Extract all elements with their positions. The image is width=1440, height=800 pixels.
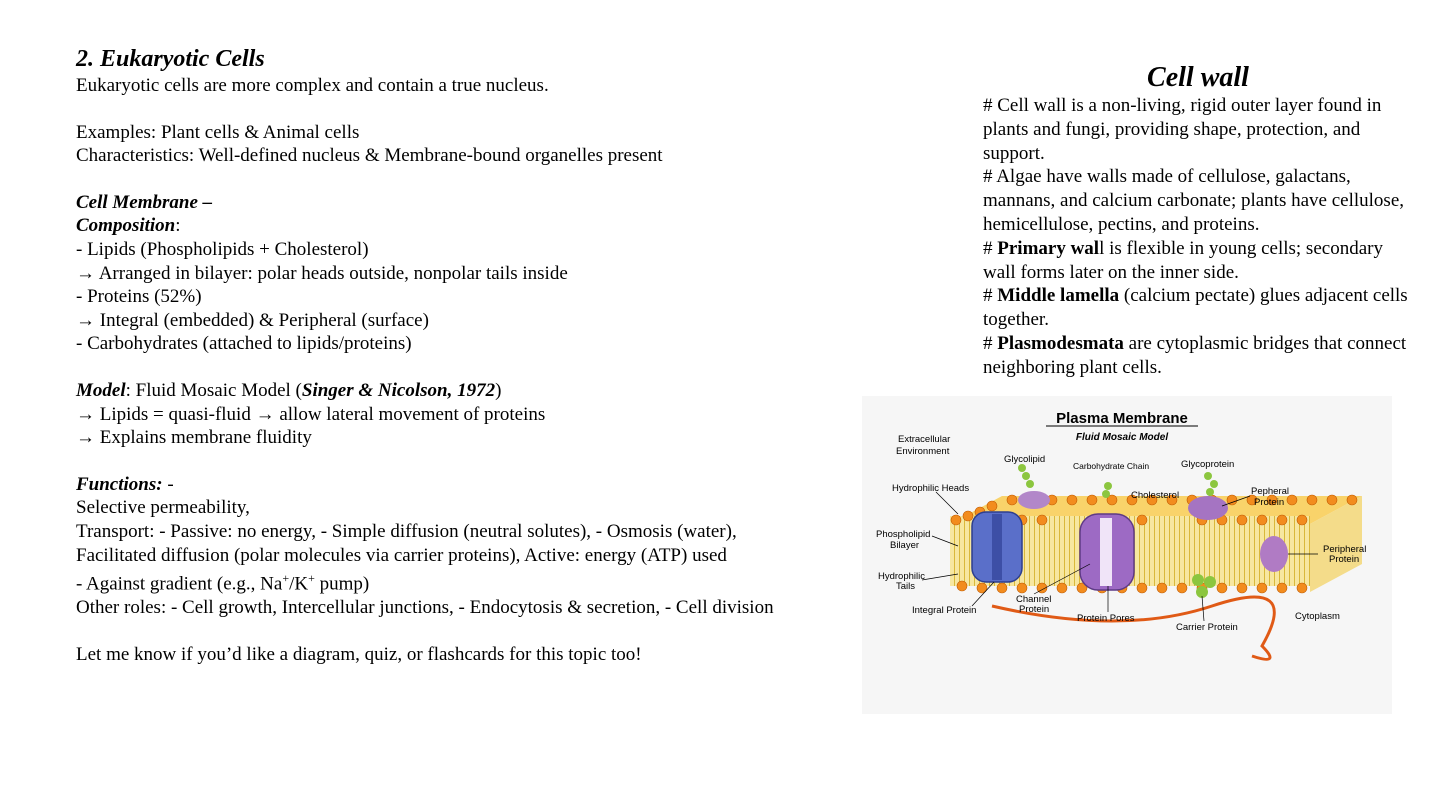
model-text: : Fluid Mosaic Model ( xyxy=(125,379,302,401)
closing-text: Let me know if you’d like a diagram, quiz, or flashcards for this topic too! xyxy=(76,643,642,665)
functions-heading xyxy=(76,473,876,497)
primary-wall-term: Primary wal xyxy=(997,237,1100,259)
label-protein-pores: Protein Pores xyxy=(1077,613,1135,624)
functions-dash: - xyxy=(162,473,174,495)
plasmodesmata-term: Plasmodesmata xyxy=(997,332,1124,354)
label-glycolipid: Glycolipid xyxy=(1004,454,1046,465)
composition-item: - Carbohydrates (attached to lipids/proteins) xyxy=(76,333,412,355)
function-item: Transport: - Passive: no energy, - Simple diffusion (neutral solutes), - Osmosis (water), xyxy=(76,520,737,542)
label-glycoprotein: Glycoprotein xyxy=(1181,459,1235,470)
label-carbohydrate-chain: Carbohydrate Chain xyxy=(1073,461,1150,471)
cell-wall-paragraph: # Algae have walls made of cellulose, galactans, mannans, and calcium carbonate; plants have cellulose, hemicellulose, pectins, and proteins. xyxy=(983,166,1405,235)
model-authors: Singer & Nicolson, 1972 xyxy=(301,379,496,401)
function-item: Selective permeability, xyxy=(76,497,250,519)
label-bilayer: Bilayer xyxy=(890,540,920,551)
paragraph-text: (calcium pectate) glues adjacent cells together. xyxy=(983,285,1408,331)
plasma-membrane-diagram xyxy=(862,396,1392,714)
superscript-plus: + xyxy=(308,571,315,586)
gradient-text: pump) xyxy=(314,573,370,595)
paragraph-text: l is flexible in young cells; secondary wall forms later on the inner side. xyxy=(983,237,1383,283)
membrane-title: Cell Membrane – xyxy=(76,191,213,213)
label-cholesterol: Cholesterol xyxy=(1131,490,1180,501)
label-cytoplasm: Cytoplasm xyxy=(1295,611,1340,622)
other-roles-text: Other roles: - Cell growth, Intercellular junctions, - Endocytosis & secretion, - Cell division xyxy=(76,597,774,619)
composition-item: - Lipids (Phospholipids + Cholesterol) xyxy=(76,238,369,260)
gradient-text: /K xyxy=(289,573,309,595)
label-pepheral: Pepheral xyxy=(1251,486,1290,497)
cell-wall-paragraph: # Cell wall is a non-living, rigid outer layer found in plants and fungi, providing shape, protection, and support. xyxy=(983,95,1382,164)
composition-item: → Integral (embedded) & Peripheral (surface) xyxy=(76,309,429,331)
gradient-text: - Against gradient (e.g., Na xyxy=(76,573,283,595)
hash-mark: # xyxy=(983,237,998,259)
superscript-plus: + xyxy=(282,571,290,586)
functions-label: Functions: xyxy=(76,473,163,495)
cell-wall-paragraph xyxy=(983,284,1413,332)
glycolipid xyxy=(1018,464,1050,509)
label-channel-protein: Protein xyxy=(1019,604,1050,615)
label-channel: Channel xyxy=(1016,594,1052,605)
composition-heading xyxy=(76,214,876,238)
model-item: → Lipids = quasi-fluid → allow lateral movement of proteins xyxy=(76,403,546,425)
membrane-illustration xyxy=(862,396,1392,714)
label-peripheral: Peripheral xyxy=(1323,544,1367,555)
label-peripheral-protein: Protein xyxy=(1329,554,1360,565)
notes-left-column xyxy=(76,44,876,666)
cell-wall-paragraph xyxy=(983,332,1413,380)
section-heading: 2. Eukaryotic Cells xyxy=(76,46,265,72)
label-environment: Environment xyxy=(896,446,950,457)
hash-mark: # xyxy=(983,285,998,307)
label-extracellular: Extracellular xyxy=(898,434,951,445)
cell-wall-heading: Cell wall xyxy=(1147,62,1249,93)
composition-item: → Arranged in bilayer: polar heads outside, nonpolar tails inside xyxy=(76,262,568,284)
label-tails: Tails xyxy=(896,581,916,592)
label-hydrophilic: Hydrophilic xyxy=(878,571,925,582)
model-text-end: ) xyxy=(495,379,502,401)
model-label: Model xyxy=(76,379,126,401)
diagram-subtitle: Fluid Mosaic Model xyxy=(1075,432,1169,443)
peripheral-protein xyxy=(1260,536,1288,572)
composition-colon: : xyxy=(175,215,181,237)
intro-text: Eukaryotic cells are more complex and contain a true nucleus. xyxy=(76,75,549,96)
label-phospholipid: Phospholipid xyxy=(876,529,931,540)
composition-item: - Proteins (52%) xyxy=(76,286,202,308)
label-carrier-protein: Carrier Protein xyxy=(1176,622,1238,633)
function-item: Facilitated diffusion (polar molecules via carrier proteins), Active: energy (ATP) used xyxy=(76,544,727,566)
paragraph-text: are cytoplasmic bridges that connect neighboring plant cells. xyxy=(983,332,1407,378)
diagram-title: Plasma Membrane xyxy=(1056,410,1188,427)
label-integral-protein: Integral Protein xyxy=(912,605,977,616)
gradient-line xyxy=(76,567,876,596)
characteristics-text: Characteristics: Well-defined nucleus & Membrane-bound organelles present xyxy=(76,145,663,167)
composition-label: Composition xyxy=(76,215,176,237)
label-pepheral-protein: Protein xyxy=(1254,497,1285,508)
model-item: → Explains membrane fluidity xyxy=(76,427,312,449)
model-line xyxy=(76,379,876,403)
cell-wall-column xyxy=(983,62,1413,380)
examples-text: Examples: Plant cells & Animal cells xyxy=(76,121,360,143)
cell-wall-paragraph xyxy=(983,237,1413,285)
hash-mark: # xyxy=(983,332,998,354)
label-hydrophilic-heads: Hydrophilic Heads xyxy=(892,483,970,494)
middle-lamella-term: Middle lamella xyxy=(997,285,1120,307)
